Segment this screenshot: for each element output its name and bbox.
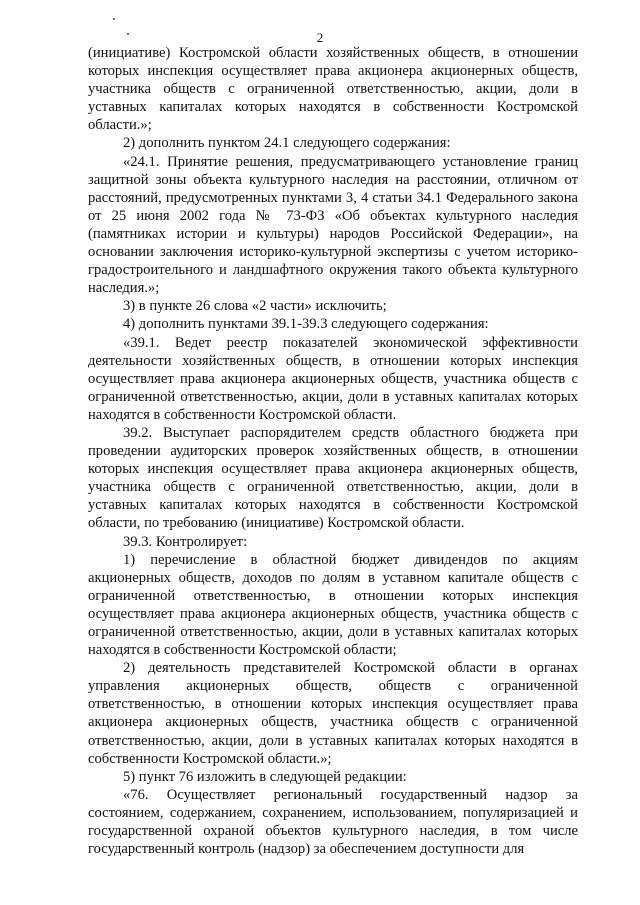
paragraph-10: 2) деятельность представителей Костромской области в органах управления акционерных обществ, обществ с ограниченной ответственностью, в отношении которых инспекция осуществляет права акционера акционерных обществ, участника обществ с ограниченной ответственностью, акции, доли в уставных капиталах которых находятся в собственности Костромской области.»; [88, 660, 578, 767]
paragraph-4: 3) в пункте 26 слова «2 части» исключить; [123, 298, 387, 315]
paragraph-7: 39.2. Выступает распорядителем средств областного бюджета при проведении аудиторских проверок хозяйственных обществ, в отношении которых инспекция осуществляет права акционера акционерных обществ, участника обществ с ограниченной ответственностью, акции, доли в уставных капиталах которых находятся в собственности Костромской области, по требованию (инициативе) Костромской области. [88, 424, 578, 532]
paragraph-2: 2) дополнить пунктом 24.1 следующего содержания: [123, 135, 451, 152]
paragraph-1: (инициативе) Костромской области хозяйственных обществ, в отношении которых инспекция осуществляет права акционера акционерных обществ, участника обществ с ограниченной ответственностью, акции, доли в уставных капиталах которых находятся в собственности Костромской области.»; [88, 45, 578, 134]
paragraph-3: «24.1. Принятие решения, предусматривающего установление границ защитной зоны объекта культурного наследия на расстоянии, отличном от расстояний, предусмотренных пунктами 3, 4 статьи 34.1 Федерального закона от 25 июня 2002 года № 73-ФЗ «Об объектах культурного наследия (памятниках истории и культуры) народов Российской Федерации», на основании заключения историко-культурной экспертизы с учетом историко-градостроительного и ландшафтного окружения такого объекта культурного наследия.»; [88, 153, 578, 297]
page-number: 2 [316, 30, 324, 45]
paragraph-6: «39.1. Ведет реестр показателей экономической эффективности деятельности хозяйственных обществ, в отношении которых инспекция осуществляет права акционера акционерных обществ, участника обществ с ограниченной ответственностью, акции, доли в уставных капиталах которых находятся в собственности Костромской области. [88, 334, 578, 423]
paragraph-8: 39.3. Контролирует: [123, 533, 248, 550]
document-body [88, 44, 578, 858]
paragraph-11: 5) пункт 76 изложить в следующей редакции: [123, 768, 407, 785]
scan-speck [113, 18, 115, 20]
paragraph-9: 1) перечисление в областной бюджет дивидендов по акциям акционерных обществ, доходов по долям в уставном капитале обществ с ограниченной ответственностью, в отношении которых инспекция осуществляет права акционера акционерных обществ, участника обществ с ограниченной ответственностью, акции, доли в уставных капиталах которых находятся в собственности Костромской области; [88, 551, 578, 659]
paragraph-12: «76. Осуществляет региональный государственный надзор за состоянием, содержанием, сохранением, использованием, популяризацией и государственной охраной объектов культурного наследия, в том числе государственный контроль (надзор) за обеспечением доступности для [88, 786, 578, 858]
paragraph-5: 4) дополнить пунктами 39.1-39.3 следующего содержания: [123, 316, 489, 333]
